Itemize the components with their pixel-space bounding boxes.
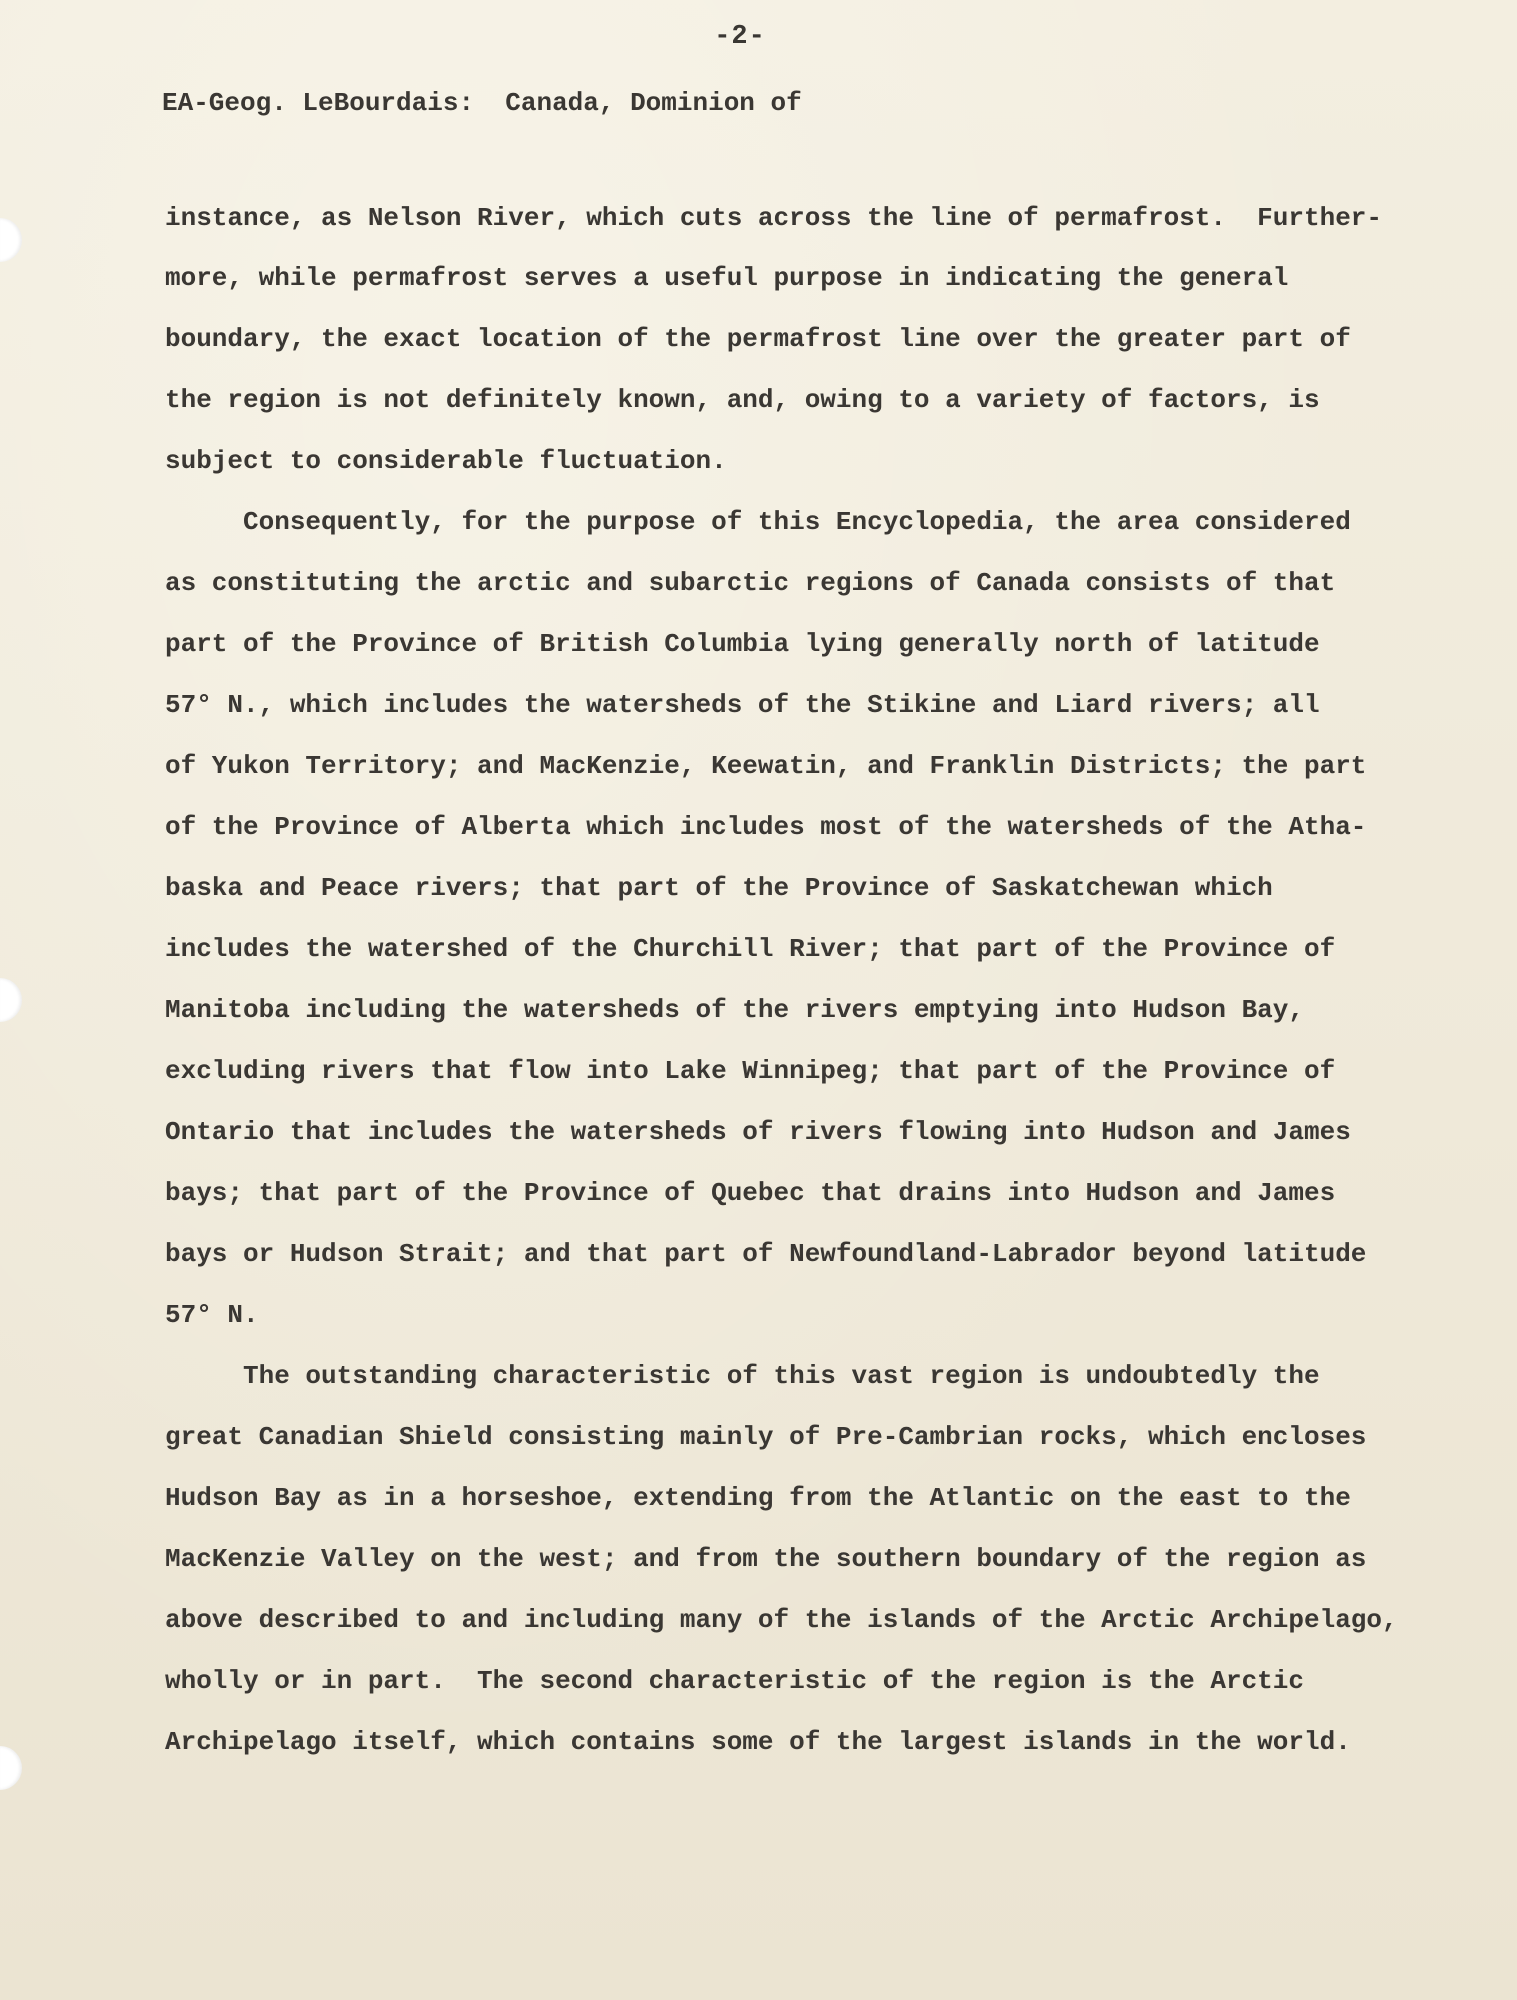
- punch-hole-middle: [0, 978, 22, 1022]
- text-line: great Canadian Shield consisting mainly of Pre-Cambrian rocks, which encloses: [165, 1422, 1367, 1452]
- page-number: -2-: [714, 22, 766, 52]
- punch-hole-bottom: [0, 1746, 22, 1790]
- text-line: Consequently, for the purpose of this Encyclopedia, the area considered: [165, 507, 1351, 537]
- text-line: The outstanding characteristic of this vast region is undoubtedly the: [165, 1361, 1320, 1391]
- text-line: instance, as Nelson River, which cuts across the line of permafrost. Further-: [165, 203, 1382, 233]
- text-line: Manitoba including the watersheds of the rivers emptying into Hudson Bay,: [165, 995, 1304, 1025]
- punch-hole-top: [0, 218, 22, 262]
- text-line: the region is not definitely known, and, owing to a variety of factors, is: [165, 385, 1320, 415]
- text-line: bays; that part of the Province of Quebec that drains into Hudson and James: [165, 1178, 1336, 1208]
- document-header: EA-Geog. LeBourdais: Canada, Dominion of: [162, 88, 802, 118]
- text-line: part of the Province of British Columbia lying generally north of latitude: [165, 629, 1320, 659]
- text-line: Hudson Bay as in a horseshoe, extending from the Atlantic on the east to the: [165, 1483, 1351, 1513]
- text-line: as constituting the arctic and subarctic regions of Canada consists of that: [165, 568, 1336, 598]
- text-line: includes the watershed of the Churchill River; that part of the Province of: [165, 934, 1336, 964]
- text-line: MacKenzie Valley on the west; and from the southern boundary of the region as: [165, 1544, 1367, 1574]
- text-line: Ontario that includes the watersheds of rivers flowing into Hudson and James: [165, 1117, 1351, 1147]
- text-line: wholly or in part. The second characteristic of the region is the Arctic: [165, 1666, 1304, 1696]
- text-line: more, while permafrost serves a useful purpose in indicating the general: [165, 263, 1289, 293]
- text-line: 57° N., which includes the watersheds of the Stikine and Liard rivers; all: [165, 690, 1320, 720]
- text-line: baska and Peace rivers; that part of the Province of Saskatchewan which: [165, 873, 1273, 903]
- text-line: of Yukon Territory; and MacKenzie, Keewatin, and Franklin Districts; the part: [165, 751, 1367, 781]
- text-line: bays or Hudson Strait; and that part of Newfoundland-Labrador beyond latitude: [165, 1239, 1367, 1269]
- text-line: Archipelago itself, which contains some of the largest islands in the world.: [165, 1727, 1351, 1757]
- text-line: excluding rivers that flow into Lake Winnipeg; that part of the Province of: [165, 1056, 1336, 1086]
- text-line: subject to considerable fluctuation.: [165, 446, 727, 476]
- text-line: 57° N.: [165, 1300, 259, 1330]
- text-line: boundary, the exact location of the permafrost line over the greater part of: [165, 324, 1351, 354]
- text-line: of the Province of Alberta which includes most of the watersheds of the Atha-: [165, 812, 1367, 842]
- text-line: above described to and including many of the islands of the Arctic Archipelago,: [165, 1605, 1398, 1635]
